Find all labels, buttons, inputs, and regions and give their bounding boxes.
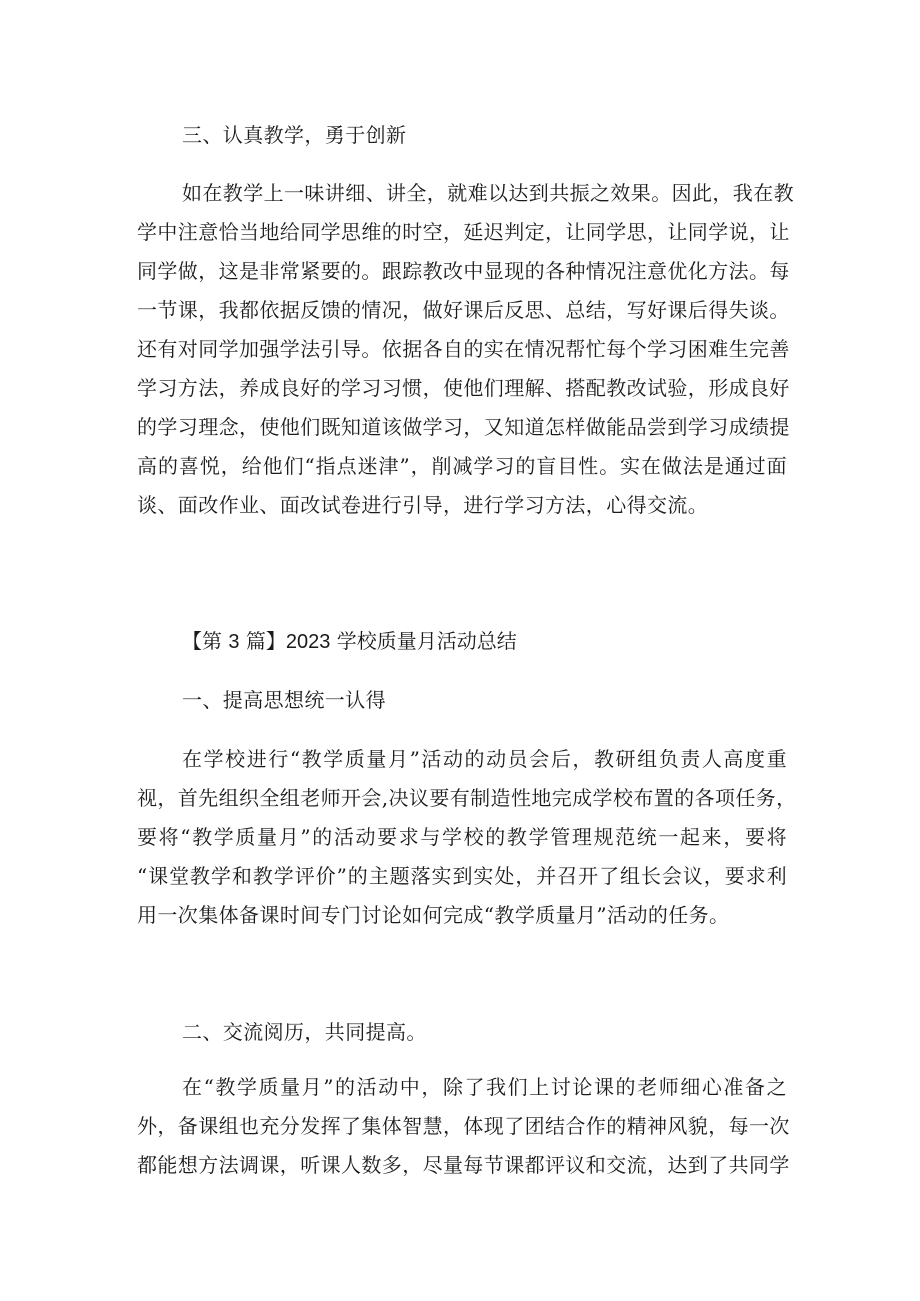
paragraph-line: 还有对同学加强学法引导。依据各自的实在情况帮忙每个学习困难生完善 [137,337,790,361]
title-text: 学校质量月活动总结 [336,629,517,653]
section-one-paragraph [137,740,797,935]
title-bracket-close: 篇】 [245,629,286,653]
paragraph-line: 一节课，我都依据反馈的情况，做好课后反思、总结，写好课后得失谈。 [137,298,790,322]
paragraph-line: 学中注意恰当地给同学思维的时空，延迟判定，让同学思，让同学说，让 [137,220,790,244]
article-title [182,622,517,662]
section-one-heading: 一、提高思想统一认得 [182,688,386,712]
paragraph-line: 学习方法，养成良好的学习习惯，使他们理解、搭配教改试验，形成良好 [137,376,790,400]
paragraph-line: 高的喜悦，给他们“指点迷津”，削减学习的盲目性。实在做法是通过面 [137,454,787,478]
section-two-paragraph [137,1068,790,1185]
paragraph-line: 的学习理念，使他们既知道该做学习，又知道怎样做能品尝到学习成绩提 [137,415,790,439]
section-two-heading: 二、交流阅历，共同提高。 [182,1020,427,1044]
section-three-paragraph [137,174,794,525]
section-three-heading: 三、认真教学，勇于创新 [182,123,407,147]
title-year: 2023 [285,631,331,653]
title-bracket-open: 【第 [182,629,222,653]
paragraph-line: 谈、面改作业、面改试卷进行引导，进行学习方法，心得交流。 [137,493,709,517]
paragraph-line: 都能想方法调课，听课人数多，尽量每节课都评议和交流，达到了共同学 [137,1153,790,1177]
paragraph-line: 在“教学质量月”的活动中，除了我们上讨论课的老师细心准备之 [182,1075,787,1099]
paragraph-line: 同学做，这是非常紧要的。跟踪教改中显现的各种情况注意优化方法。每 [137,259,790,283]
paragraph-line: 用一次集体备课时间专门讨论如何完成“教学质量月”活动的任务。 [137,903,730,927]
title-number: 3 [228,631,240,653]
paragraph-line: 要将“教学质量月”的活动要求与学校的教学管理规范统一起来，要将 [137,825,787,849]
paragraph-line: 视，首先组织全组老师开会,决议要有制造性地完成学校布置的各项任务， [137,786,797,810]
paragraph-line: 如在教学上一味讲细、讲全，就难以达到共振之效果。因此，我在教 [182,181,794,205]
paragraph-line: 外，备课组也充分发挥了集体智慧，体现了团结合作的精神风貌，每一次 [137,1114,790,1138]
paragraph-line: 在学校进行“教学质量月”活动的动员会后，教研组负责人高度重 [182,747,787,771]
paragraph-line: “课堂教学和教学评价”的主题落实到实处，并召开了组长会议，要求利 [137,864,787,888]
